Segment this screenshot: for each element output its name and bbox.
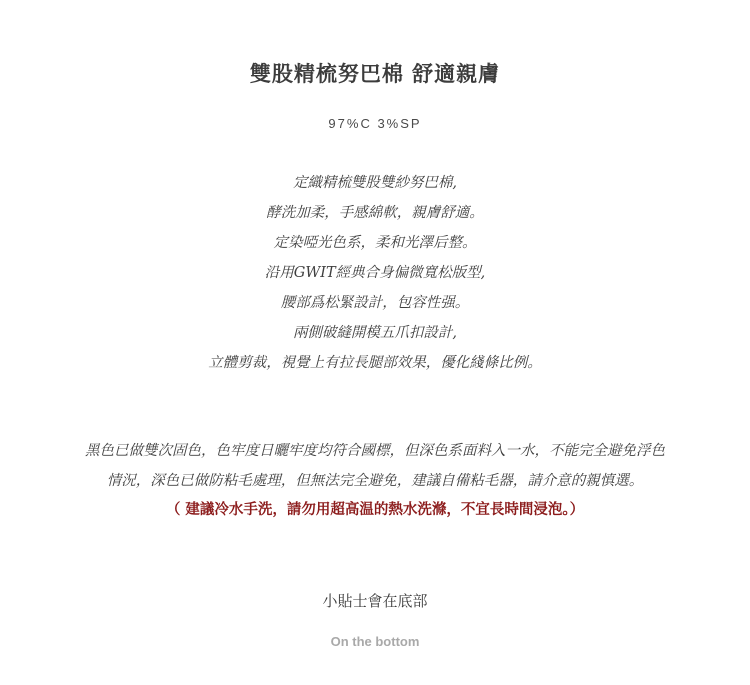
description-line: 酵洗加柔，手感綿軟，親膚舒適。 [266, 205, 484, 221]
care-line: 黑色已做雙次固色，色牢度日曬牢度均符合國標，但深色系面料入一水，不能完全避免浮色 [85, 443, 665, 459]
description-line: 腰部爲松緊設計，包容性强。 [280, 295, 470, 311]
tips-heading: 小貼士會在底部 [322, 592, 428, 610]
description-line: 定染啞光色系，柔和光澤后整。 [273, 235, 477, 251]
description-line: 定織精梳雙股雙紗努巴棉, [292, 175, 458, 191]
care-line: 情況，深色已做防粘毛處理，但無法完全避免，建議自備粘毛器，請介意的親慎選。 [106, 473, 644, 489]
description-line: 沿用GWIT經典合身偏微寬松版型, [264, 265, 486, 281]
fabric-composition: 97%C 3%SP [328, 116, 422, 131]
care-notice [0, 436, 750, 496]
product-title: 雙股精梳努巴棉 舒適親膚 [249, 61, 501, 86]
bottom-caption: On the bottom [330, 634, 420, 649]
product-description [0, 168, 750, 378]
description-line: 兩側破縫開模五爪扣設計, [292, 325, 458, 341]
washing-warning: （ 建議冷水手洗，請勿用超高温的熱水洗滌，不宜長時間浸泡。） [165, 501, 585, 518]
description-line: 立體剪裁，視覺上有拉長腿部效果，優化綫條比例。 [208, 355, 542, 371]
